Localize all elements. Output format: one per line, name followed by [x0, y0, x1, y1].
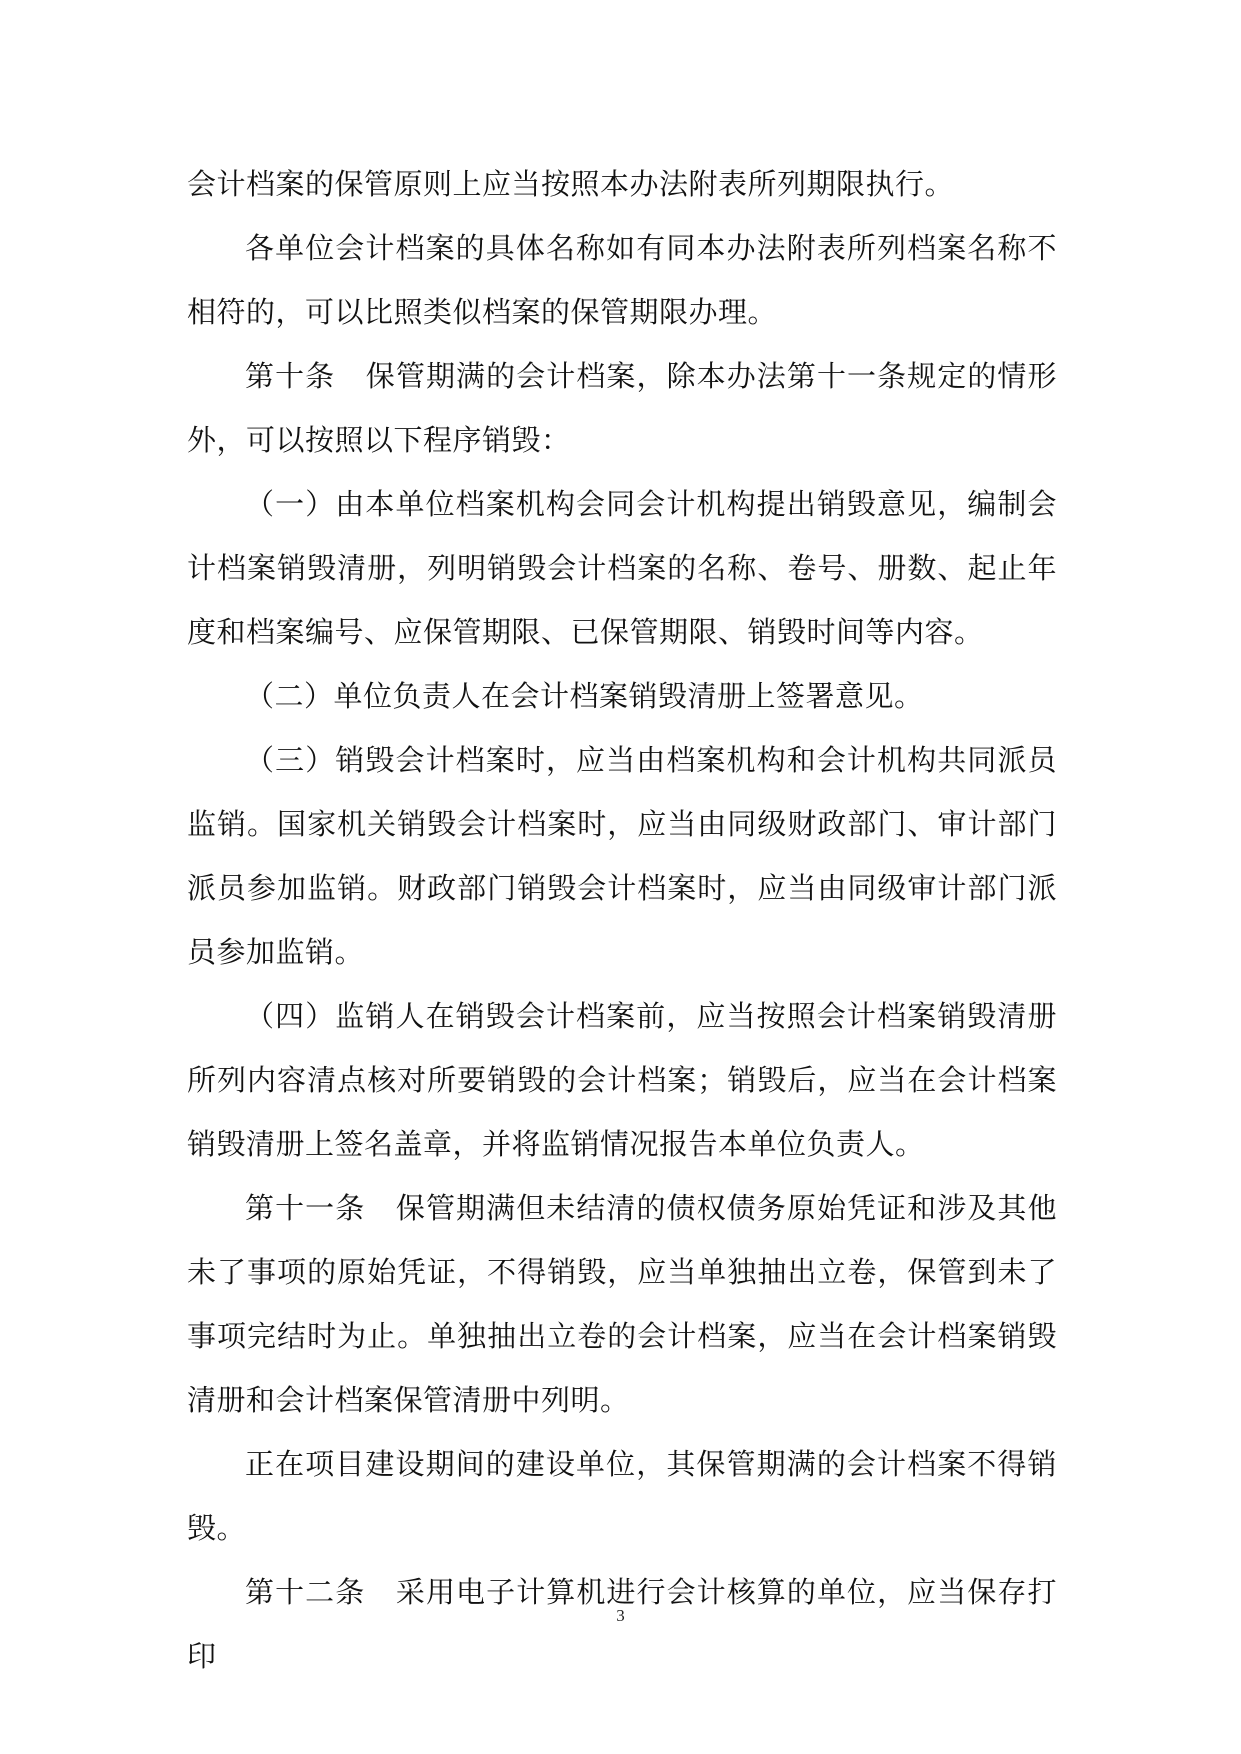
document-body: [187, 152, 1057, 1688]
article-12-number: 第十二条: [245, 1575, 366, 1609]
paragraph-retention-principle: 会计档案的保管原则上应当按照本办法附表所列期限执行。: [187, 167, 955, 201]
destruction-step-4: （四）监销人在销毁会计档案前，应当按照会计档案销毁清册所列内容清点核对所要销毁的会计档案；销毁后，应当在会计档案销毁清册上签名盖章，并将监销情况报告本单位负责人。: [187, 999, 1057, 1161]
destruction-step-3: （三）销毁会计档案时，应当由档案机构和会计机构共同派员监销。国家机关销毁会计档案时，应当由同级财政部门、审计部门派员参加监销。财政部门销毁会计档案时，应当由同级审计部门派员参加监销。: [187, 743, 1057, 969]
article-10: [187, 344, 1057, 472]
article-11: [187, 1176, 1057, 1432]
paragraph-name-mismatch: 各单位会计档案的具体名称如有同本办法附表所列档案名称不相符的，可以比照类似档案的保管期限办理。: [187, 231, 1057, 329]
article-12-text: 采用电子计算机进行会计核算的单位，应当保存打印: [187, 1575, 1057, 1673]
destruction-step-2: （二）单位负责人在会计档案销毁清册上签署意见。: [245, 679, 924, 713]
destruction-step-1: （一）由本单位档案机构会同会计机构提出销毁意见，编制会计档案销毁清册，列明销毁会计档案的名称、卷号、册数、起止年度和档案编号、应保管期限、已保管期限、销毁时间等内容。: [187, 487, 1057, 649]
paragraph-construction-units: 正在项目建设期间的建设单位，其保管期满的会计档案不得销毁。: [187, 1447, 1057, 1545]
article-11-text: 保管期满但未结清的债权债务原始凭证和涉及其他未了事项的原始凭证，不得销毁，应当单独抽出立卷，保管到未了事项完结时为止。单独抽出立卷的会计档案，应当在会计档案销毁清册和会计档案保管清册中列明。: [187, 1191, 1057, 1417]
article-10-text: 保管期满的会计档案，除本办法第十一条规定的情形外，可以按照以下程序销毁：: [187, 359, 1057, 457]
article-11-number: 第十一条: [245, 1191, 366, 1225]
page-number: 3: [616, 1606, 625, 1625]
article-10-number: 第十条: [245, 359, 336, 393]
